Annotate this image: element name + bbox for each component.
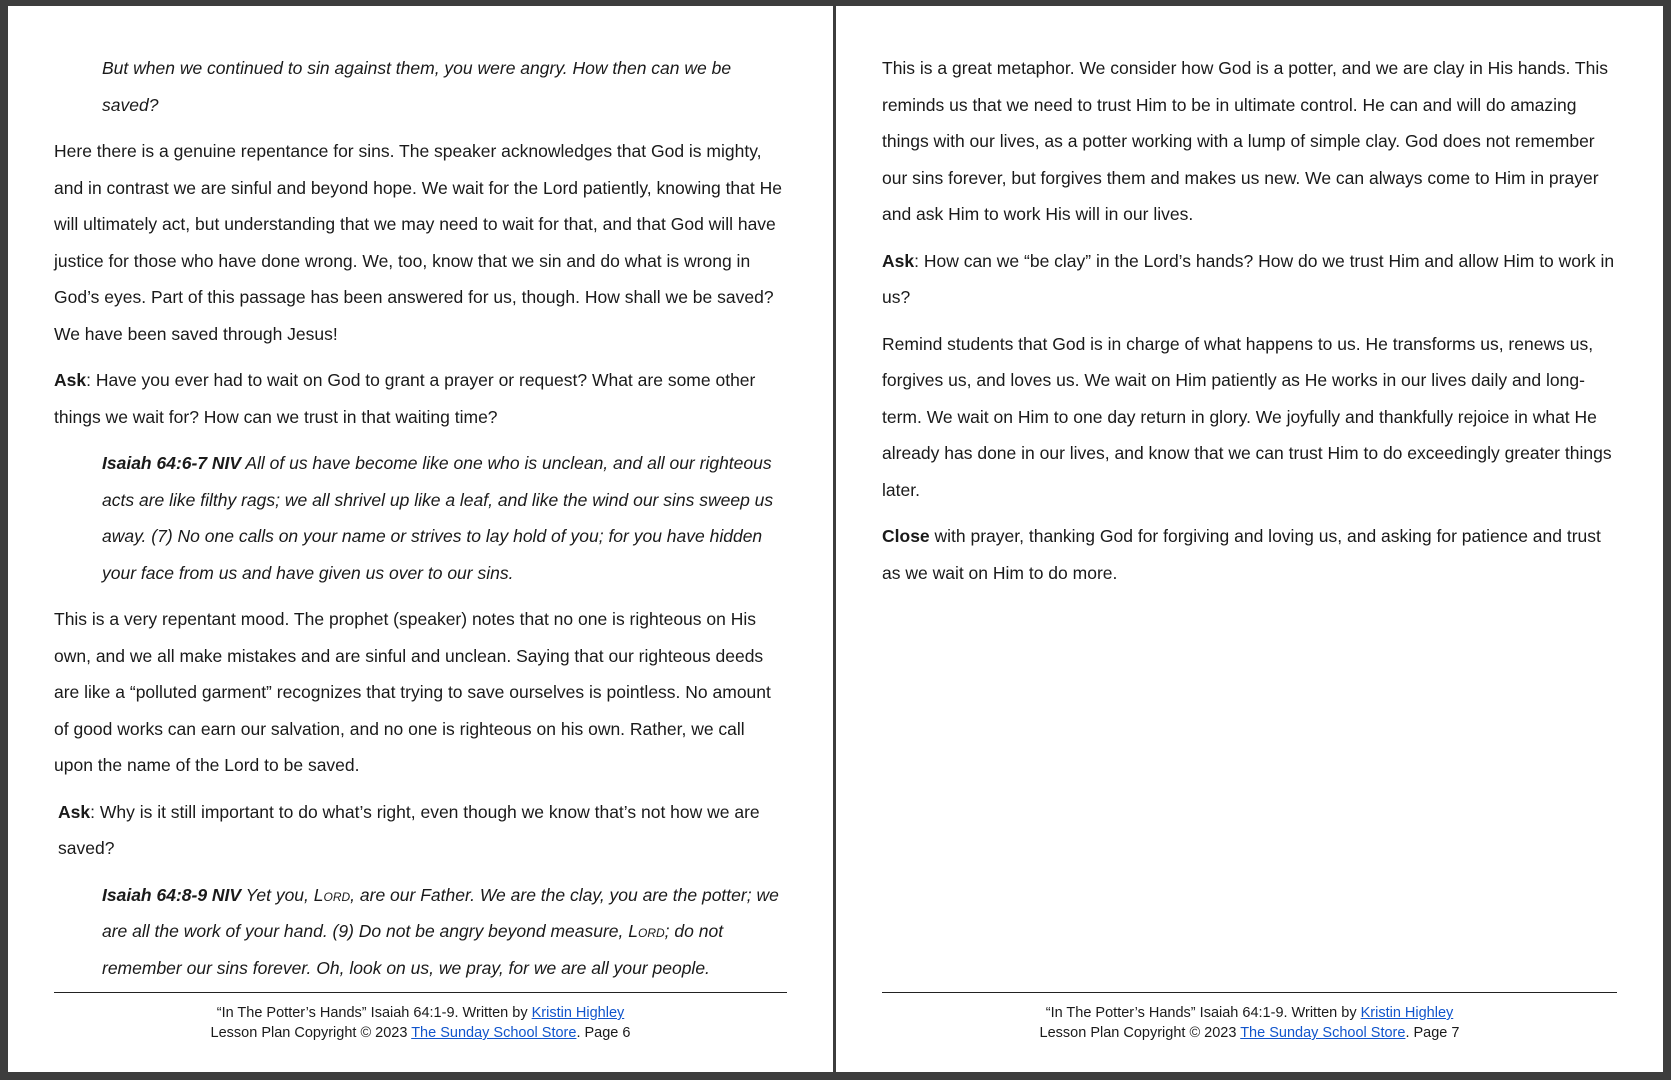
author-link[interactable]: Kristin Highley	[1360, 1005, 1454, 1021]
page-number: . Page 6	[576, 1025, 631, 1041]
scripture-reference: Isaiah 64:6-7 NIV	[102, 453, 242, 473]
footer-title: “In The Potter’s Hands” Isaiah 64:1-9. Written by	[1045, 1005, 1361, 1021]
scripture-text: , are our Father. We are the clay, you are the potter; we are all the work of your hand. (9) Do not be angry beyond measure,	[102, 884, 779, 941]
lord-small-caps: Lord	[313, 884, 351, 905]
footer-line-1	[882, 1003, 1617, 1023]
commentary-paragraph: Here there is a genuine repentance for sins. The speaker acknowledges that God is mighty, and in contrast we are sinful and beyond hope. We wait for the Lord patiently, knowing that He will ultimately act, but understanding that we may need to wait for that, and that God will have justice for those who have done wrong. We, too, know that we sin and do what is wrong in God’s eyes. Part of this passage has been answered for us, though. How shall we be saved? We have been saved through Jesus!	[54, 141, 782, 344]
ask-text: : Why is it still important to do what’s right, even though we know that’s not how we are saved?	[58, 801, 760, 858]
ask-question	[882, 243, 1617, 316]
ask-question	[54, 362, 787, 435]
commentary-paragraph: This is a great metaphor. We consider how God is a potter, and we are clay in His hands. This reminds us that we need to trust Him to be in ultimate control. He can and will do amazing things with our lives, as a potter working with a lump of simple clay. God does not remember our sins forever, but forgives them and makes us new. We can always come to Him in prayer and ask Him to work His will in our lives.	[882, 58, 1608, 224]
scripture-text: Yet you,	[241, 884, 314, 905]
store-link[interactable]: The Sunday School Store	[1240, 1025, 1406, 1041]
ask-label: Ask	[58, 801, 91, 822]
footer-line-2	[54, 1023, 787, 1043]
footer-title: “In The Potter’s Hands” Isaiah 64:1-9. Written by	[216, 1005, 532, 1021]
page-content	[54, 50, 787, 996]
page-number: . Page 7	[1405, 1025, 1460, 1041]
store-link[interactable]: The Sunday School Store	[411, 1025, 577, 1041]
page-footer	[882, 992, 1617, 1043]
ask-text: : Have you ever had to wait on God to grant a prayer or request? What are some other things we wait for? How can we trust in that waiting time?	[54, 370, 756, 427]
page-content	[882, 50, 1617, 601]
close-text: with prayer, thanking God for forgiving and loving us, and asking for patience and trust as we wait on Him to do more.	[882, 526, 1601, 583]
scripture-continuation: But when we continued to sin against them, you were angry. How then can we be saved?	[102, 58, 732, 115]
footer-line-2	[882, 1023, 1617, 1043]
ask-label: Ask	[882, 250, 915, 271]
close-label: Close	[882, 526, 930, 546]
scripture-text: All of us have become like one who is unclean, and all our righteous acts are like filthy rags; we all shrivel up like a leaf, and like the wind our sins sweep us away. (7) No one calls on your name or strives to lay hold of you; for you have hidden your face from us and have given us over to our sins.	[102, 453, 774, 583]
commentary-paragraph: This is a very repentant mood. The prophet (speaker) notes that no one is righteous on His own, and we all make mistakes and are sinful and unclean. Saying that our righteous deeds are like a “polluted garment” recognizes that trying to save ourselves is pointless. No amount of good works can earn our salvation, and no one is righteous on his own. Rather, we call upon the name of the Lord to be saved.	[54, 609, 771, 775]
document-page-left	[8, 6, 833, 1072]
footer-copyright: Lesson Plan Copyright © 2023	[1039, 1025, 1241, 1041]
ask-question	[54, 794, 787, 867]
commentary-paragraph: Remind students that God is in charge of what happens to us. He transforms us, renews us, forgives us, and loves us. We wait on Him patiently as He works in our lives daily and long-term. We wait on Him to one day return in glory. We joyfully and thankfully rejoice in what He already has done in our lives, and know that we can trust Him to do exceedingly greater things later.	[882, 333, 1612, 500]
scripture-text: ; do not remember our sins forever. Oh, look on us, we pray, for we are all your people.	[102, 921, 724, 978]
lord-small-caps: Lord	[628, 921, 665, 941]
ask-text: : How can we “be clay” in the Lord’s hands? How do we trust Him and allow Him to work in us?	[882, 250, 1615, 307]
footer-copyright: Lesson Plan Copyright © 2023	[210, 1025, 412, 1041]
document-page-right	[836, 6, 1663, 1072]
scripture-reference: Isaiah 64:8-9 NIV	[102, 884, 242, 905]
footer-line-1	[54, 1003, 787, 1023]
scripture-quote	[102, 445, 787, 591]
author-link[interactable]: Kristin Highley	[531, 1005, 625, 1021]
page-footer	[54, 992, 787, 1043]
scripture-quote	[102, 877, 787, 987]
ask-label: Ask	[54, 370, 87, 390]
close-instruction	[882, 518, 1617, 591]
